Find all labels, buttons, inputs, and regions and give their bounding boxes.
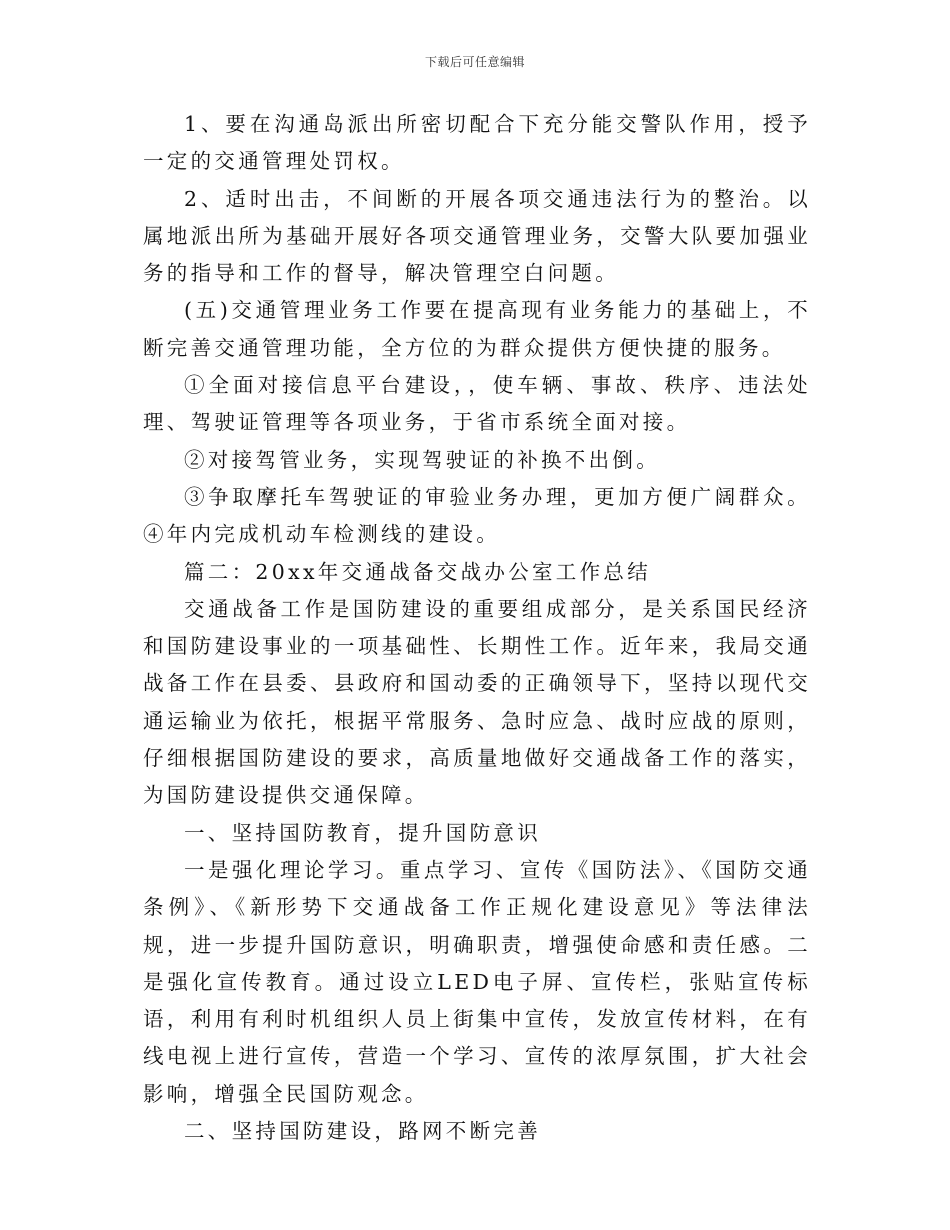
paragraph-item-2: 2、适时出击，不间断的开展各项交通违法行为的整治。以属地派出所为基础开展好各项交通管理业务，交警大队要加强业务的指导和工作的督导，解决管理空白问题。 (143, 186, 811, 286)
document-body (143, 106, 811, 1150)
paragraph-intro: 交通战备工作是国防建设的重要组成部分，是关系国民经济和国防建设事业的一项基础性、长期性工作。近年来，我局交通战备工作在县委、县政府和国动委的正确领导下，坚持以现代交通运输业为依托，根据平常服务、急时应急、战时应战的原则，仔细根据国防建设的要求，高质量地做好交通战备工作的落实，为国防建设提供交通保障。 (143, 596, 811, 808)
paragraph-point-2: ②对接驾管业务，实现驾驶证的补换不出倒。 (184, 447, 660, 472)
paragraph-education: 一是强化理论学习。重点学习、宣传《国防法》、《国防交通条例》、《新形势下交通战备工作正规化建设意见》等法律法规，进一步提升国防意识，明确职责，增强使命感和责任感。二是强化宣传教育。通过设立LED电子屏、宣传栏，张贴宣传标语，利用有利时机组织人员上街集中宣传，发放宣传材料，在有线电视上进行宣传，营造一个学习、宣传的浓厚氛围，扩大社会影响，增强全民国防观念。 (143, 857, 811, 1106)
paragraph-section-5: (五)交通管理业务工作要在提高现有业务能力的基础上，不断完善交通管理功能，全方位的为群众提供方便快捷的服务。 (143, 298, 811, 360)
paragraph-item-1: 1、要在沟通岛派出所密切配合下充分能交警队作用，授予一定的交通管理处罚权。 (143, 112, 811, 174)
page-header: 下载后可任意编辑 (424, 55, 525, 69)
paragraph-point-3: ③争取摩托车驾驶证的审验业务办理，更加方便广阔群众。④年内完成机动车检测线的建设。 (143, 484, 811, 547)
section-title: 篇二：20xx年交通战备交战办公室工作总结 (184, 559, 652, 584)
heading-1: 一、坚持国防教育，提升国防意识 (184, 820, 541, 845)
paragraph-point-1: ①全面对接信息平台建设，，使车辆、事故、秩序、违法处理、驾驶证管理等各项业务，于省市系统全面对接。 (143, 373, 811, 435)
heading-2: 二、坚持国防建设，路网不断完善 (184, 1119, 541, 1144)
